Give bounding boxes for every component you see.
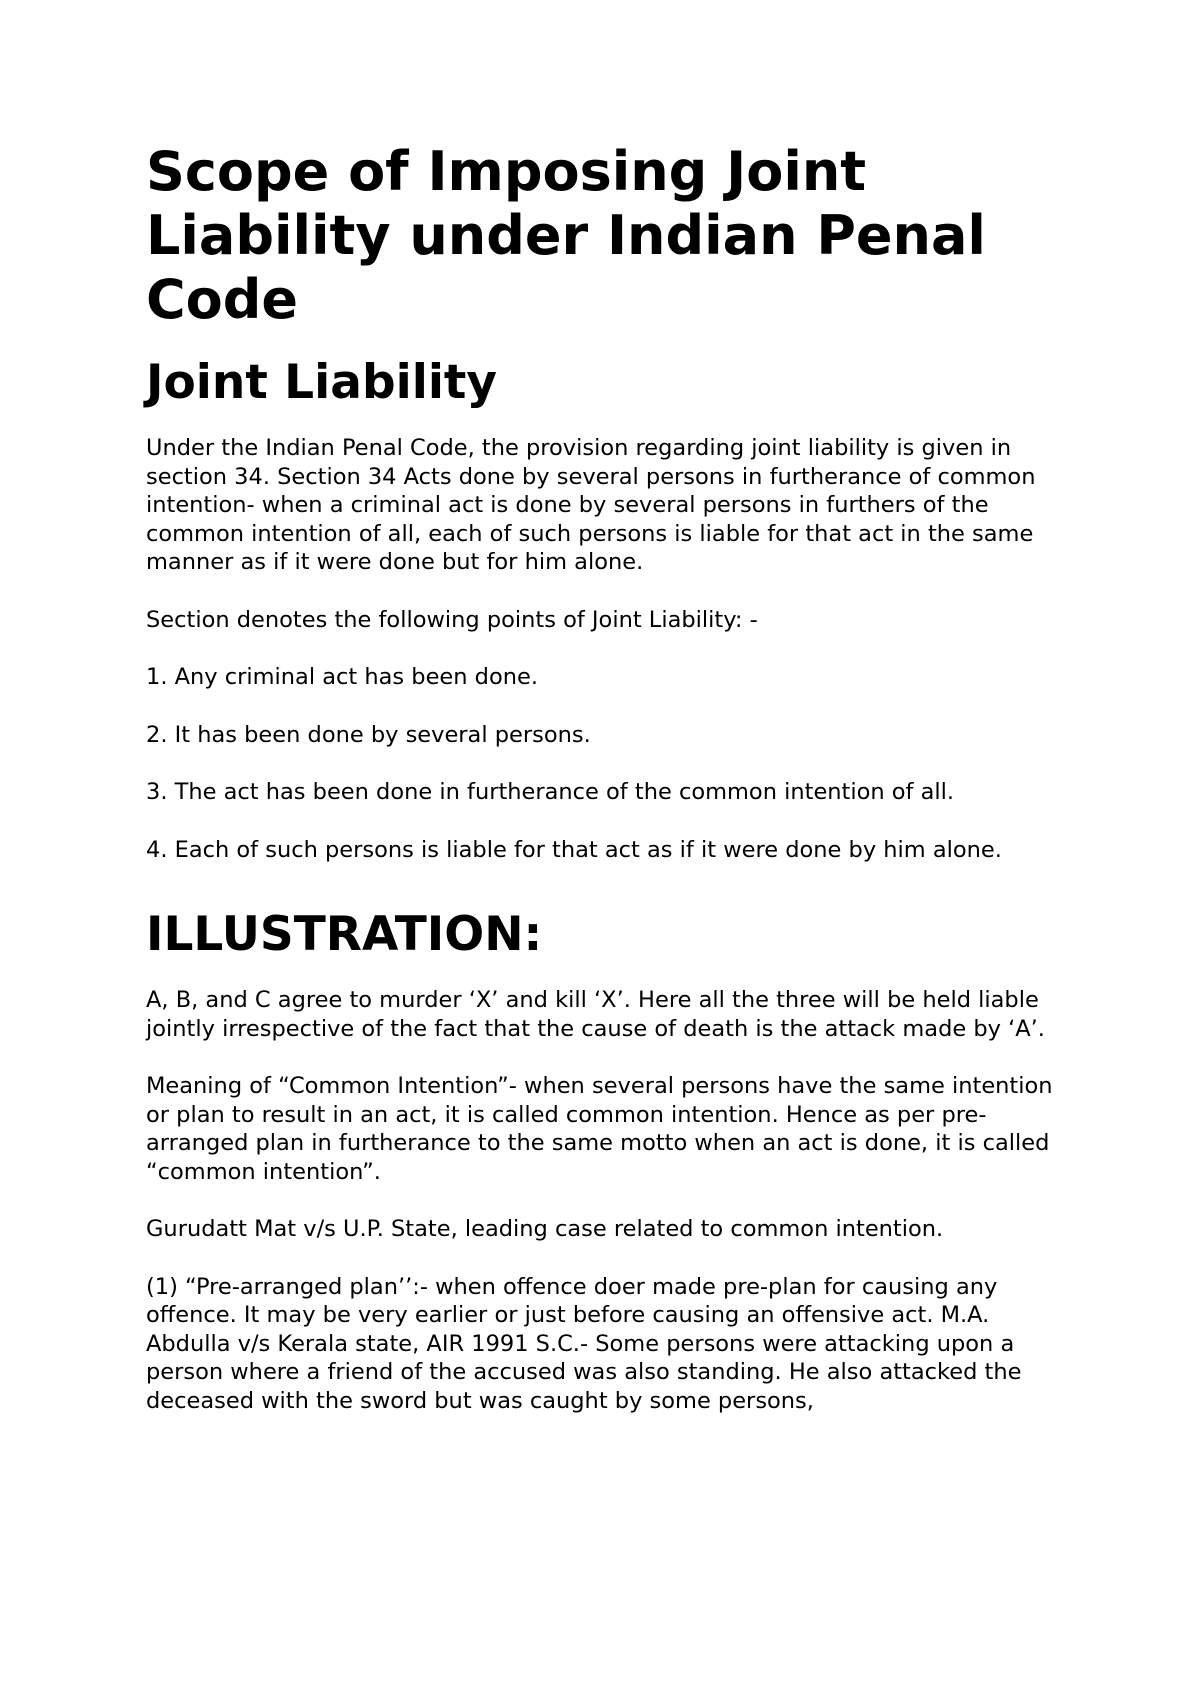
illustration-paragraph: A, B, and C agree to murder ‘X’ and kill ‘X’. Here all the three will be held liable jointly irrespective of the fact that the cause of death is the attack made by ‘A’. — [146, 987, 1045, 1042]
common-intention-paragraph: Meaning of “Common Intention”- when several persons have the same intention or plan to result in an act, it is called common intention. Hence as per pre-arranged plan in furtherance to the same motto when an act is done, it is called “common intention”. — [146, 1073, 1053, 1185]
point-item-2: 2. It has been done by several persons. — [146, 721, 591, 748]
document-page — [146, 140, 1066, 1415]
points-intro: Section denotes the following points of Joint Liability: - — [146, 606, 758, 633]
point-item-3: 3. The act has been done in furtherance of the common intention of all. — [146, 779, 955, 805]
point-item-1: 1. Any criminal act has been done. — [146, 664, 538, 690]
point-item-4: 4. Each of such persons is liable for that act as if it were done by him alone. — [146, 836, 1002, 863]
illustration-heading: ILLUSTRATION: — [146, 907, 543, 962]
pre-arranged-plan-paragraph: (1) “Pre-arranged plan’’:- when offence doer made pre-plan for causing any offence. It may be very earlier or just before causing an offensive act. M.A. Abdulla v/s Kerala state, AIR 1991 S.C.- Some persons were attacking upon a person where a friend of the accused was also standing. He also attacked the deceased with the sword but was caught by some persons, — [146, 1273, 1022, 1414]
section-heading-joint-liability: Joint Liability — [146, 355, 498, 410]
document-title: Scope of Imposing Joint Liability under Indian Penal Code — [146, 140, 986, 331]
intro-paragraph: Under the Indian Penal Code, the provision regarding joint liability is given in section 34. Section 34 Acts done by several persons in furtherance of common intention- when a criminal act is done by several persons in furthers of the common intention of all, each of such persons is liable for that act in the same manner as if it were done but for him alone. — [146, 435, 1036, 575]
leading-case-paragraph: Gurudatt Mat v/s U.P. State, leading case related to common intention. — [146, 1216, 944, 1242]
